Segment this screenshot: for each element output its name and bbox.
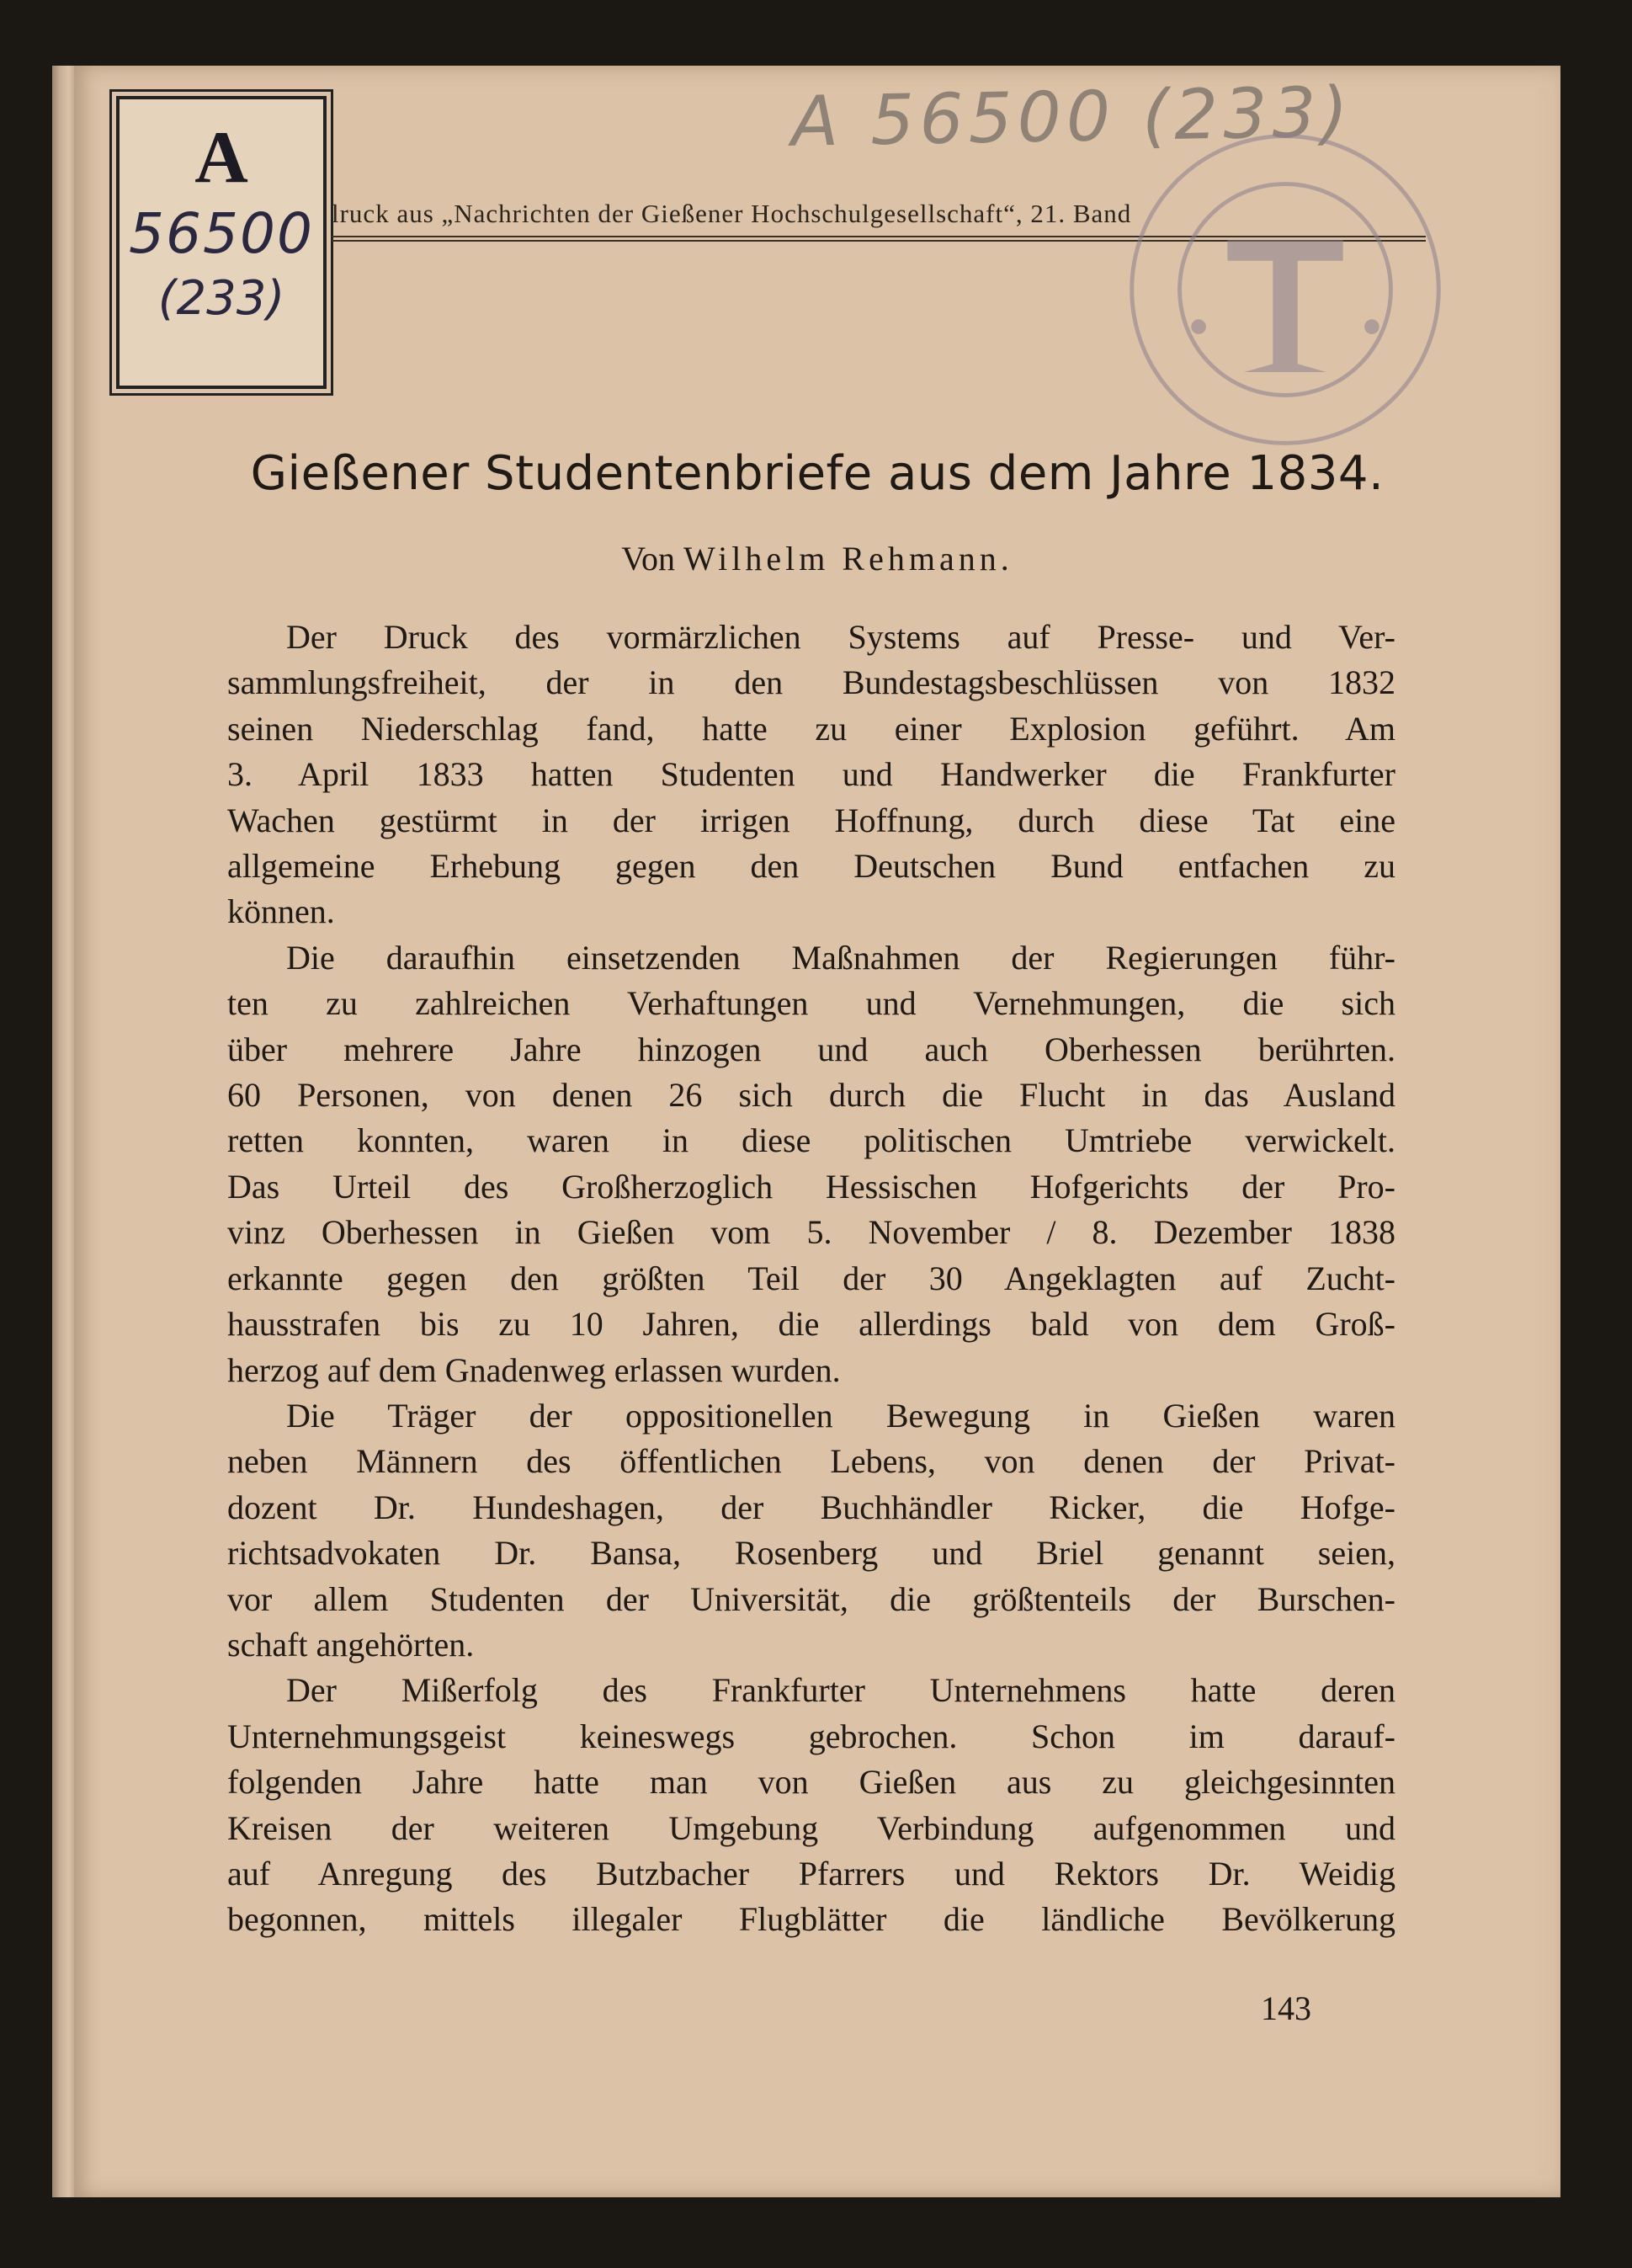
text-line: Unternehmungsgeist keineswegs gebrochen. Schon im darauf- xyxy=(227,1717,1395,1755)
text-line: Das Urteil des Großherzoglich Hessischen Hofgerichts der Pro- xyxy=(227,1167,1395,1206)
text-line: sammlungsfreiheit, der in den Bundestagsbeschlüssen von 1832 xyxy=(227,663,1395,702)
text-line-row xyxy=(227,1897,1395,1942)
text-line: allgemeine Erhebung gegen den Deutschen Bund entfachen zu xyxy=(227,847,1395,886)
text-line: auf Anregung des Butzbacher Pfarrers und Rektors Dr. Weidig xyxy=(227,1854,1395,1893)
text-line: 60 Personen, von denen 26 sich durch die Flucht in das Ausland xyxy=(227,1076,1395,1115)
text-line-row xyxy=(227,1760,1395,1805)
text-line: folgenden Jahre hatte man von Gießen aus zu gleichgesinnten xyxy=(227,1763,1395,1802)
shelfmark-volume: (233) xyxy=(157,271,285,326)
text-line-row xyxy=(227,615,1395,660)
text-line: seinen Niederschlag fand, hatte zu einer Explosion geführt. Am xyxy=(227,709,1395,748)
text-line-row xyxy=(227,1118,1395,1163)
text-line: richtsadvokaten Dr. Bansa, Rosenberg und Briel genannt seien, xyxy=(227,1534,1395,1573)
text-line: vinz Oberhessen in Gießen vom 5. November / 8. Dezember 1838 xyxy=(227,1213,1395,1252)
text-line-row xyxy=(227,1348,1395,1393)
text-line: vor allem Studenten der Universität, die größtenteils der Burschen- xyxy=(227,1579,1395,1618)
text-line: neben Männern des öffentlichen Lebens, von denen der Privat- xyxy=(227,1442,1395,1481)
text-line-row xyxy=(227,1073,1395,1118)
text-line-row xyxy=(227,1302,1395,1347)
library-stamp-icon xyxy=(1120,125,1450,455)
text-line-row xyxy=(227,1393,1395,1439)
article-author xyxy=(74,539,1560,578)
shelfmark-label xyxy=(116,96,327,389)
text-line-row xyxy=(227,1027,1395,1073)
text-line-row xyxy=(227,1668,1395,1713)
text-line-row xyxy=(227,1851,1395,1897)
text-line-row xyxy=(227,1256,1395,1302)
text-line: Die daraufhin einsetzenden Maßnahmen der Regierungen führ- xyxy=(286,938,1395,977)
author-name: Wilhelm Rehmann. xyxy=(683,540,1013,578)
text-line-row xyxy=(227,1485,1395,1531)
text-line-row xyxy=(227,1806,1395,1851)
text-line-row xyxy=(227,844,1395,889)
text-line: ten zu zahlreichen Verhaftungen und Vernehmungen, die sich xyxy=(227,984,1395,1023)
body-paragraph xyxy=(227,1393,1395,1668)
body-paragraph xyxy=(227,1668,1395,1942)
document-page xyxy=(74,66,1560,2197)
text-line-row xyxy=(227,935,1395,981)
author-prefix: Von xyxy=(621,540,676,578)
body-paragraph xyxy=(227,935,1395,1393)
pencil-shelf-note: A 56500 (233) xyxy=(790,72,1354,162)
text-line: dozent Dr. Hundeshagen, der Buchhändler Ricker, die Hofge- xyxy=(227,1488,1395,1526)
text-line-row xyxy=(227,1531,1395,1576)
page-number: 143 xyxy=(1261,1989,1311,2027)
text-line-row xyxy=(227,1714,1395,1760)
text-line: Wachen gestürmt in der irrigen Hoffnung, durch diese Tat eine xyxy=(227,801,1395,839)
text-line: Kreisen der weiteren Umgebung Verbindung aufgenommen und xyxy=(227,1808,1395,1847)
shelfmark-letter: A xyxy=(194,117,248,199)
text-line-row xyxy=(227,1210,1395,1255)
text-line-row xyxy=(227,1577,1395,1622)
text-line: Der Mißerfolg des Frankfurter Unternehmens hatte deren xyxy=(286,1671,1395,1710)
text-line-row xyxy=(227,1622,1395,1668)
text-line-row xyxy=(227,1164,1395,1210)
text-line: begonnen, mittels illegaler Flugblätter die ländliche Bevölkerung xyxy=(227,1900,1395,1939)
article-title: Gießener Studentenbriefe aus dem Jahre 1834. xyxy=(250,446,1385,501)
reprint-line: lruck aus „Nachrichten der Gießener Hochschulgesellschaft“, 21. Band xyxy=(332,199,1132,228)
text-line-row xyxy=(227,981,1395,1026)
text-line: erkannte gegen den größten Teil der 30 Angeklagten auf Zucht- xyxy=(227,1259,1395,1297)
text-line: herzog auf dem Gnadenweg erlassen wurden. xyxy=(227,1350,841,1389)
text-line-row xyxy=(227,798,1395,844)
text-line: retten konnten, waren in diese politischen Umtriebe verwickelt. xyxy=(227,1121,1395,1160)
page-spine xyxy=(52,66,76,2197)
text-line-row xyxy=(227,1439,1395,1484)
text-line: hausstrafen bis zu 10 Jahren, die allerdings bald von dem Groß- xyxy=(227,1305,1395,1344)
text-line-row xyxy=(227,660,1395,705)
text-line-row xyxy=(227,752,1395,797)
article-body xyxy=(227,615,1395,1943)
text-line-row xyxy=(227,706,1395,752)
shelfmark-number: 56500 xyxy=(129,201,314,266)
body-paragraph xyxy=(227,615,1395,935)
text-line: über mehrere Jahre hinzogen und auch Oberhessen berührten. xyxy=(227,1030,1395,1068)
text-line-row xyxy=(227,889,1395,934)
text-line: Die Träger der oppositionellen Bewegung in Gießen waren xyxy=(286,1396,1395,1435)
text-line: 3. April 1833 hatten Studenten und Handwerker die Frankfurter xyxy=(227,755,1395,794)
text-line: schaft angehörten. xyxy=(227,1625,475,1664)
text-line: können. xyxy=(227,892,335,931)
text-line: Der Druck des vormärzlichen Systems auf Presse- und Ver- xyxy=(286,618,1395,656)
